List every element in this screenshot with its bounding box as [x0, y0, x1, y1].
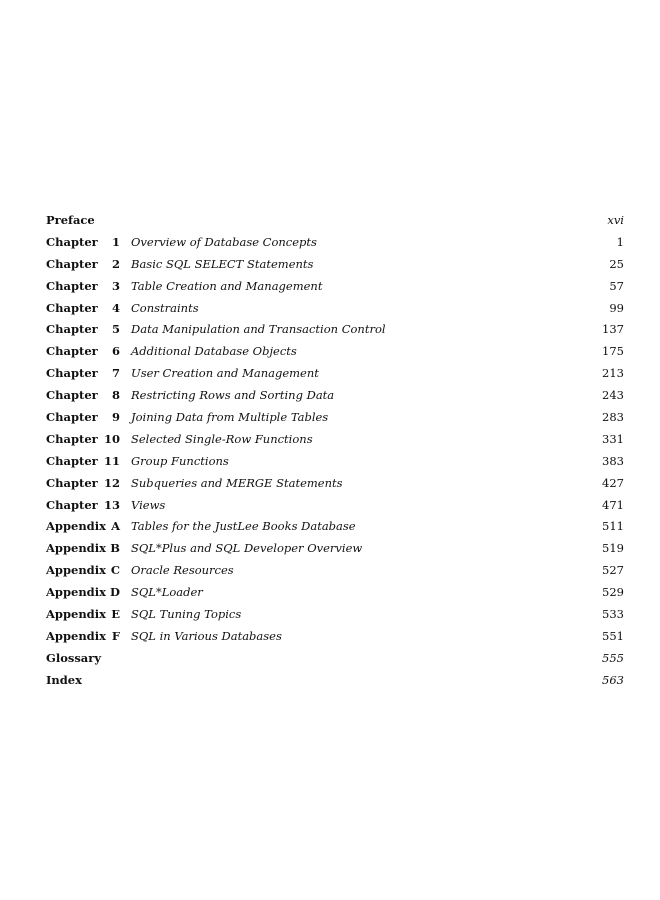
entry-page-number: 555 — [602, 650, 624, 665]
entry-number: 6 — [111, 344, 120, 359]
entry-page-number: xvi — [607, 213, 624, 227]
entry-label: Chapter — [46, 322, 98, 337]
toc-entry-appendix-e[interactable] — [46, 604, 624, 626]
entry-number: 10 — [103, 431, 120, 446]
entry-label: Chapter — [46, 410, 98, 425]
entry-title: Selected Single-Row Functions — [131, 431, 313, 446]
entry-number: 7 — [111, 366, 120, 381]
entry-page-number: 331 — [602, 431, 624, 446]
entry-number: B — [110, 541, 120, 556]
entry-page-number: 213 — [602, 366, 624, 381]
entry-title: Basic SQL SELECT Statements — [131, 256, 314, 271]
entry-page-number: 283 — [602, 410, 624, 425]
entry-page-number: 383 — [602, 453, 624, 468]
entry-title: Restricting Rows and Sorting Data — [131, 388, 335, 403]
entry-number: 9 — [111, 410, 120, 425]
toc-entry-chapter-2[interactable] — [46, 254, 624, 276]
entry-page-number: 519 — [602, 541, 624, 556]
entry-page-number: 527 — [602, 563, 624, 578]
entry-label: Chapter — [46, 475, 98, 490]
entry-label: Appendix — [46, 585, 106, 600]
toc-entry-chapter-9[interactable] — [46, 407, 624, 429]
entry-label: Chapter — [46, 278, 98, 293]
entry-number: D — [110, 585, 120, 600]
entry-label: Appendix — [46, 519, 106, 534]
toc-entry-chapter-13[interactable] — [46, 495, 624, 517]
entry-label: Appendix — [46, 541, 106, 556]
entry-page-number: 533 — [602, 607, 624, 622]
toc-entry-appendix-a[interactable] — [46, 516, 624, 538]
entry-title: SQL*Plus and SQL Developer Overview — [131, 541, 363, 556]
entry-label: Chapter — [46, 431, 98, 446]
toc-entry-appendix-d[interactable] — [46, 582, 624, 604]
entry-page-number: 175 — [602, 344, 624, 359]
entry-number: A — [111, 519, 120, 534]
entry-page-number: 551 — [602, 628, 624, 643]
entry-number: 3 — [111, 278, 120, 293]
entry-title: Oracle Resources — [131, 563, 234, 578]
entry-number: 12 — [103, 475, 120, 490]
entry-number: C — [110, 563, 120, 578]
entry-number: F — [111, 628, 120, 643]
entry-title: Subqueries and MERGE Statements — [131, 475, 343, 490]
toc-entry-chapter-12[interactable] — [46, 473, 624, 495]
entry-page-number: 57 — [609, 278, 624, 293]
entry-title: Data Manipulation and Transaction Control — [131, 322, 386, 337]
entry-page-number: 563 — [602, 672, 624, 687]
entry-number: 4 — [111, 300, 120, 315]
entry-label: Chapter — [46, 366, 98, 381]
entry-label: Chapter — [46, 234, 98, 249]
entry-label: Appendix — [46, 607, 106, 622]
entry-label: Chapter — [46, 300, 98, 315]
entry-number: E — [111, 607, 120, 622]
entry-number: 13 — [103, 497, 120, 512]
entry-number: 11 — [103, 453, 120, 468]
entry-label: Appendix — [46, 628, 106, 643]
toc-entry-index[interactable] — [46, 670, 624, 692]
entry-number: 5 — [111, 322, 120, 337]
toc-entry-glossary[interactable] — [46, 648, 624, 670]
entry-label: Index — [46, 672, 82, 687]
entry-label: Chapter — [46, 256, 98, 271]
toc-entry-chapter-7[interactable] — [46, 363, 624, 385]
toc-entry-chapter-10[interactable] — [46, 429, 624, 451]
entry-page-number: 471 — [602, 497, 624, 512]
entry-title: User Creation and Management — [131, 366, 319, 381]
toc-entry-appendix-c[interactable] — [46, 560, 624, 582]
entry-title: Tables for the JustLee Books Database — [131, 519, 356, 534]
toc-entry-chapter-6[interactable] — [46, 341, 624, 363]
entry-page-number: 25 — [609, 256, 624, 271]
entry-page-number: 243 — [602, 388, 624, 403]
entry-title: Constraints — [131, 300, 199, 315]
entry-title: Overview of Database Concepts — [131, 234, 317, 249]
toc-entry-chapter-3[interactable] — [46, 276, 624, 298]
toc-entry-appendix-f[interactable] — [46, 626, 624, 648]
entry-title: Additional Database Objects — [131, 344, 297, 359]
entry-page-number: 529 — [602, 585, 624, 600]
entry-label: Chapter — [46, 497, 98, 512]
entry-page-number: 1 — [616, 234, 624, 249]
toc-entry-chapter-1[interactable] — [46, 232, 624, 254]
entry-title: Views — [131, 497, 166, 512]
entry-title: Table Creation and Management — [131, 278, 323, 293]
toc-entry-chapter-8[interactable] — [46, 385, 624, 407]
entry-page-number: 137 — [602, 322, 624, 337]
entry-number: 8 — [111, 388, 120, 403]
entry-page-number: 99 — [609, 300, 624, 315]
toc-entry-preface[interactable] — [46, 210, 624, 232]
entry-title: SQL Tuning Topics — [131, 607, 242, 622]
entry-page-number: 427 — [602, 475, 624, 490]
entry-label: Chapter — [46, 344, 98, 359]
toc-entry-chapter-11[interactable] — [46, 451, 624, 473]
entry-label: Chapter — [46, 453, 98, 468]
entry-number: 1 — [111, 234, 120, 249]
entry-title: Group Functions — [131, 453, 229, 468]
entry-page-number: 511 — [602, 519, 624, 534]
entry-label: Appendix — [46, 563, 106, 578]
toc-entry-appendix-b[interactable] — [46, 538, 624, 560]
toc-entry-chapter-4[interactable] — [46, 298, 624, 320]
entry-number: 2 — [111, 256, 120, 271]
entry-label: Glossary — [46, 650, 102, 665]
entry-title: SQL*Loader — [131, 585, 203, 600]
entry-label: Chapter — [46, 388, 98, 403]
toc-entry-chapter-5[interactable] — [46, 319, 624, 341]
entry-title: Joining Data from Multiple Tables — [131, 410, 329, 425]
entry-title: SQL in Various Databases — [131, 628, 282, 643]
entry-label: Preface — [46, 213, 95, 227]
table-of-contents — [46, 210, 624, 692]
